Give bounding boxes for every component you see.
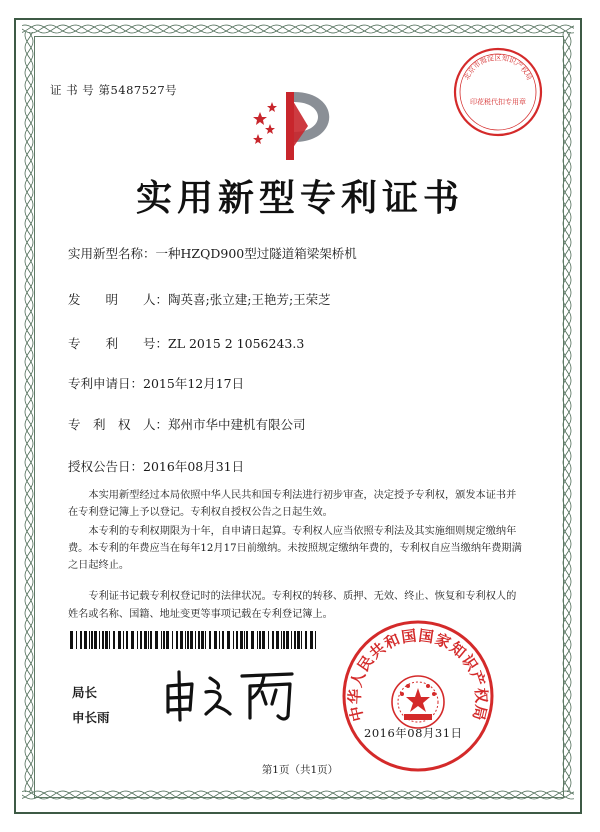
national-seal-stamp [340, 618, 496, 774]
field-label: 实用新型名称： [68, 246, 156, 261]
field-value: 郑州市华中建机有限公司 [168, 417, 306, 432]
field-value: 一种HZQD900型过隧道箱梁架桥机 [155, 246, 357, 261]
director-name: 申长雨 [72, 710, 110, 725]
certificate-number: 证 书 号 第5487527号 [50, 83, 178, 97]
field-patent-number [68, 334, 304, 352]
body-paragraph: 专利证书记载专利权登记时的法律状况。专利权的转移、质押、无效、终止、恢复和专利权人的姓名或名称、国籍、地址变更等事项记载在专利登记簿上。 [68, 591, 517, 620]
field-label: 发 明 人： [68, 292, 169, 307]
field-inventors [68, 290, 331, 308]
certificate-body-text [68, 487, 526, 623]
field-patentee [68, 415, 306, 433]
svg-text:北京市海淀区知识产权局: 北京市海淀区知识产权局 [462, 54, 534, 82]
body-paragraph: 本专利的专利权期限为十年，自申请日起算。专利权人应当依照专利法及其实施细则规定缴纳年费。本专利的年费应当在每年12月17日前缴纳。未按照规定缴纳年费的，专利权自应当缴纳年费期满之日起终止。 [68, 525, 522, 572]
page-number: 第1页（共1页） [261, 764, 339, 776]
body-paragraph: 本实用新型经过本局依照中华人民共和国专利法进行初步审查，决定授予专利权，颁发本证书并在专利登记簿上予以登记。专利权自授权公告之日起生效。 [68, 490, 517, 519]
field-label: 专 利 权 人： [68, 417, 169, 432]
field-value: ZL 2015 2 1056243.3 [168, 336, 305, 351]
field-label: 授权公告日： [68, 459, 144, 474]
issue-date: 2016年08月31日 [364, 726, 463, 740]
cnipa-logo-icon [246, 82, 346, 162]
field-label: 专 利 号： [68, 336, 169, 351]
field-value: 2016年08月31日 [143, 459, 245, 474]
guilloche-border-top [22, 22, 574, 36]
svg-text:印花税代扣专用章: 印花税代扣专用章 [470, 98, 526, 106]
field-value: 陶英喜;张立建;王艳芳;王荣芝 [168, 292, 331, 307]
agency-tax-stamp [452, 46, 544, 138]
field-grant-announcement-date [68, 457, 244, 475]
director-signature [160, 664, 300, 724]
director-title: 局长 [72, 685, 98, 700]
certificate-title: 实用新型专利证书 [135, 177, 464, 219]
field-value: 2015年12月17日 [143, 376, 245, 391]
field-filing-date [68, 374, 244, 392]
field-utility-model-name [68, 244, 357, 262]
svg-text:中华人民共和国国家知识产权局: 中华人民共和国国家知识产权局 [345, 626, 491, 724]
field-label: 专利申请日： [68, 376, 144, 391]
barcode [70, 631, 318, 649]
